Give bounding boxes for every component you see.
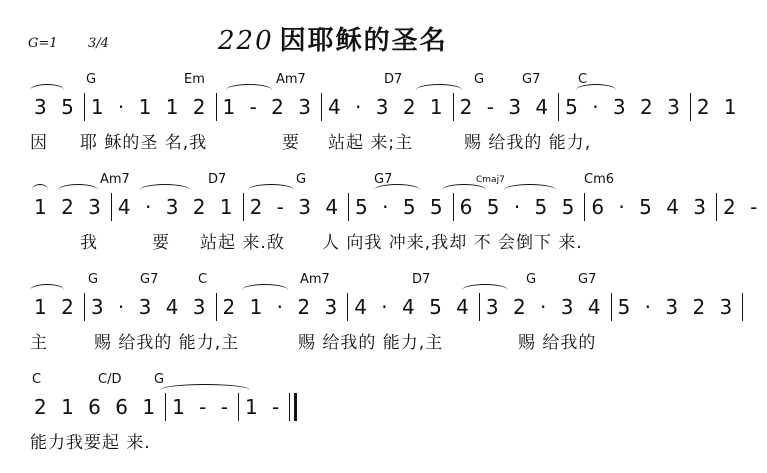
lyric: 人 向我 冲来,我却 不 会倒下 来. (322, 233, 583, 253)
song-number: 220 (218, 26, 274, 56)
measure: 1 · 1 1 2 (90, 95, 210, 119)
lyric: 耶 稣的圣 名,我 (80, 133, 208, 153)
slur-mark (30, 84, 64, 90)
chord: G (296, 172, 307, 187)
slur-mark (242, 284, 288, 290)
measure: 5 · 3 2 3 (617, 295, 737, 319)
chord: G (86, 72, 97, 87)
measure: 3 · 3 4 3 (90, 295, 210, 319)
slur-mark (374, 184, 420, 190)
chord: C (32, 372, 42, 387)
score-line-3 (28, 272, 737, 372)
measure: 1 2 3 (34, 195, 105, 219)
lyric: 站起 来.敌 (200, 233, 285, 253)
measure: 2 1 6 6 1 (34, 395, 160, 419)
measure: 2 - 3 4 (459, 95, 553, 119)
measure: 1 - (244, 395, 284, 419)
slur-mark (576, 84, 616, 90)
time-signature: 3/4 (88, 36, 109, 51)
chord: G7 (140, 272, 159, 287)
measure: 3 5 (34, 95, 78, 119)
chord: Am7 (276, 72, 306, 87)
final-bar-line (289, 393, 297, 421)
chord: Am7 (100, 172, 130, 187)
slur-mark (504, 184, 556, 190)
key-signature: G=1 (28, 36, 58, 51)
song-header (0, 0, 640, 70)
chord: C/D (98, 372, 122, 387)
chord: Am7 (300, 272, 330, 287)
measure: 4 · 3 2 1 (327, 95, 447, 119)
measure: 1 2 (34, 295, 78, 319)
chord: G7 (522, 72, 541, 87)
chord: D7 (384, 72, 403, 87)
measure: 5 · 5 5 (355, 195, 447, 219)
measure: 3 2 · 3 4 (485, 295, 605, 319)
chord: Cm6 (584, 172, 615, 187)
score-line-4 (28, 372, 618, 472)
lyric: 因 (30, 133, 48, 153)
measure: 2 1 · 2 3 (222, 295, 342, 319)
slur-mark (160, 384, 250, 390)
measure: 2 1 (696, 95, 741, 119)
slur-mark (58, 184, 98, 190)
chord: G (88, 272, 99, 287)
measure: 4 · 3 2 1 (117, 195, 237, 219)
chord: C (198, 272, 208, 287)
lyric-line (28, 228, 618, 254)
chord: C (578, 72, 588, 87)
slur-mark (442, 184, 486, 190)
lyric: 赐 给我的 (518, 333, 597, 353)
lyric: 要 (152, 233, 170, 253)
measure: 6 5 · 5 5 (459, 195, 579, 219)
measure: 1 - - (172, 395, 232, 419)
lyric-line (28, 428, 618, 454)
lyric-line (28, 128, 618, 154)
slur-mark (32, 184, 48, 190)
chord: G (474, 72, 485, 87)
lyric: 赐 给我的 能力,主 (298, 333, 444, 353)
song-title-text: 因耶稣的圣名 (279, 26, 448, 56)
lyric: 要 (282, 133, 300, 153)
lyric-line (28, 328, 618, 354)
chord-line (28, 72, 618, 90)
notation-line (28, 392, 618, 422)
measure: 2 - 3 4 (249, 195, 343, 219)
slur-mark (140, 184, 190, 190)
lyric: 赐 给我的 能力, (464, 133, 592, 153)
slur-mark (30, 284, 64, 290)
lyric: 主 (30, 333, 48, 353)
chord: G (154, 372, 165, 387)
measure: 6 · 5 4 3 (591, 195, 711, 219)
notation-line (28, 92, 741, 122)
measure: 5 · 3 2 3 (565, 95, 684, 119)
chord: D7 (208, 172, 227, 187)
chord: D7 (412, 272, 431, 287)
slur-mark (226, 84, 272, 90)
chord: G7 (578, 272, 597, 287)
chord: Em (184, 72, 205, 87)
score-line-1 (28, 72, 741, 172)
chord-line (28, 272, 618, 290)
slur-mark (248, 184, 294, 190)
bar-line (742, 293, 743, 321)
chord: G (526, 272, 537, 287)
notation-line (28, 192, 762, 222)
slur-mark (416, 84, 462, 90)
lyric: 站起 来;主 (328, 133, 414, 153)
notation-line (28, 292, 737, 322)
measure: 4 · 4 5 4 (354, 295, 473, 319)
lyric: 赐 给我的 能力,主 (94, 333, 240, 353)
lyric: 我 (80, 233, 98, 253)
measure: 1 - 2 3 (222, 95, 315, 119)
lyric: 能力我要起 来. (30, 433, 151, 453)
score-line-2 (28, 172, 762, 272)
measure: 2 - (723, 195, 762, 219)
slur-mark (462, 284, 508, 290)
chord: G7 (374, 172, 393, 187)
chord: Cmaj7 (476, 175, 505, 185)
chord-line (28, 372, 618, 390)
song-title (218, 20, 448, 57)
